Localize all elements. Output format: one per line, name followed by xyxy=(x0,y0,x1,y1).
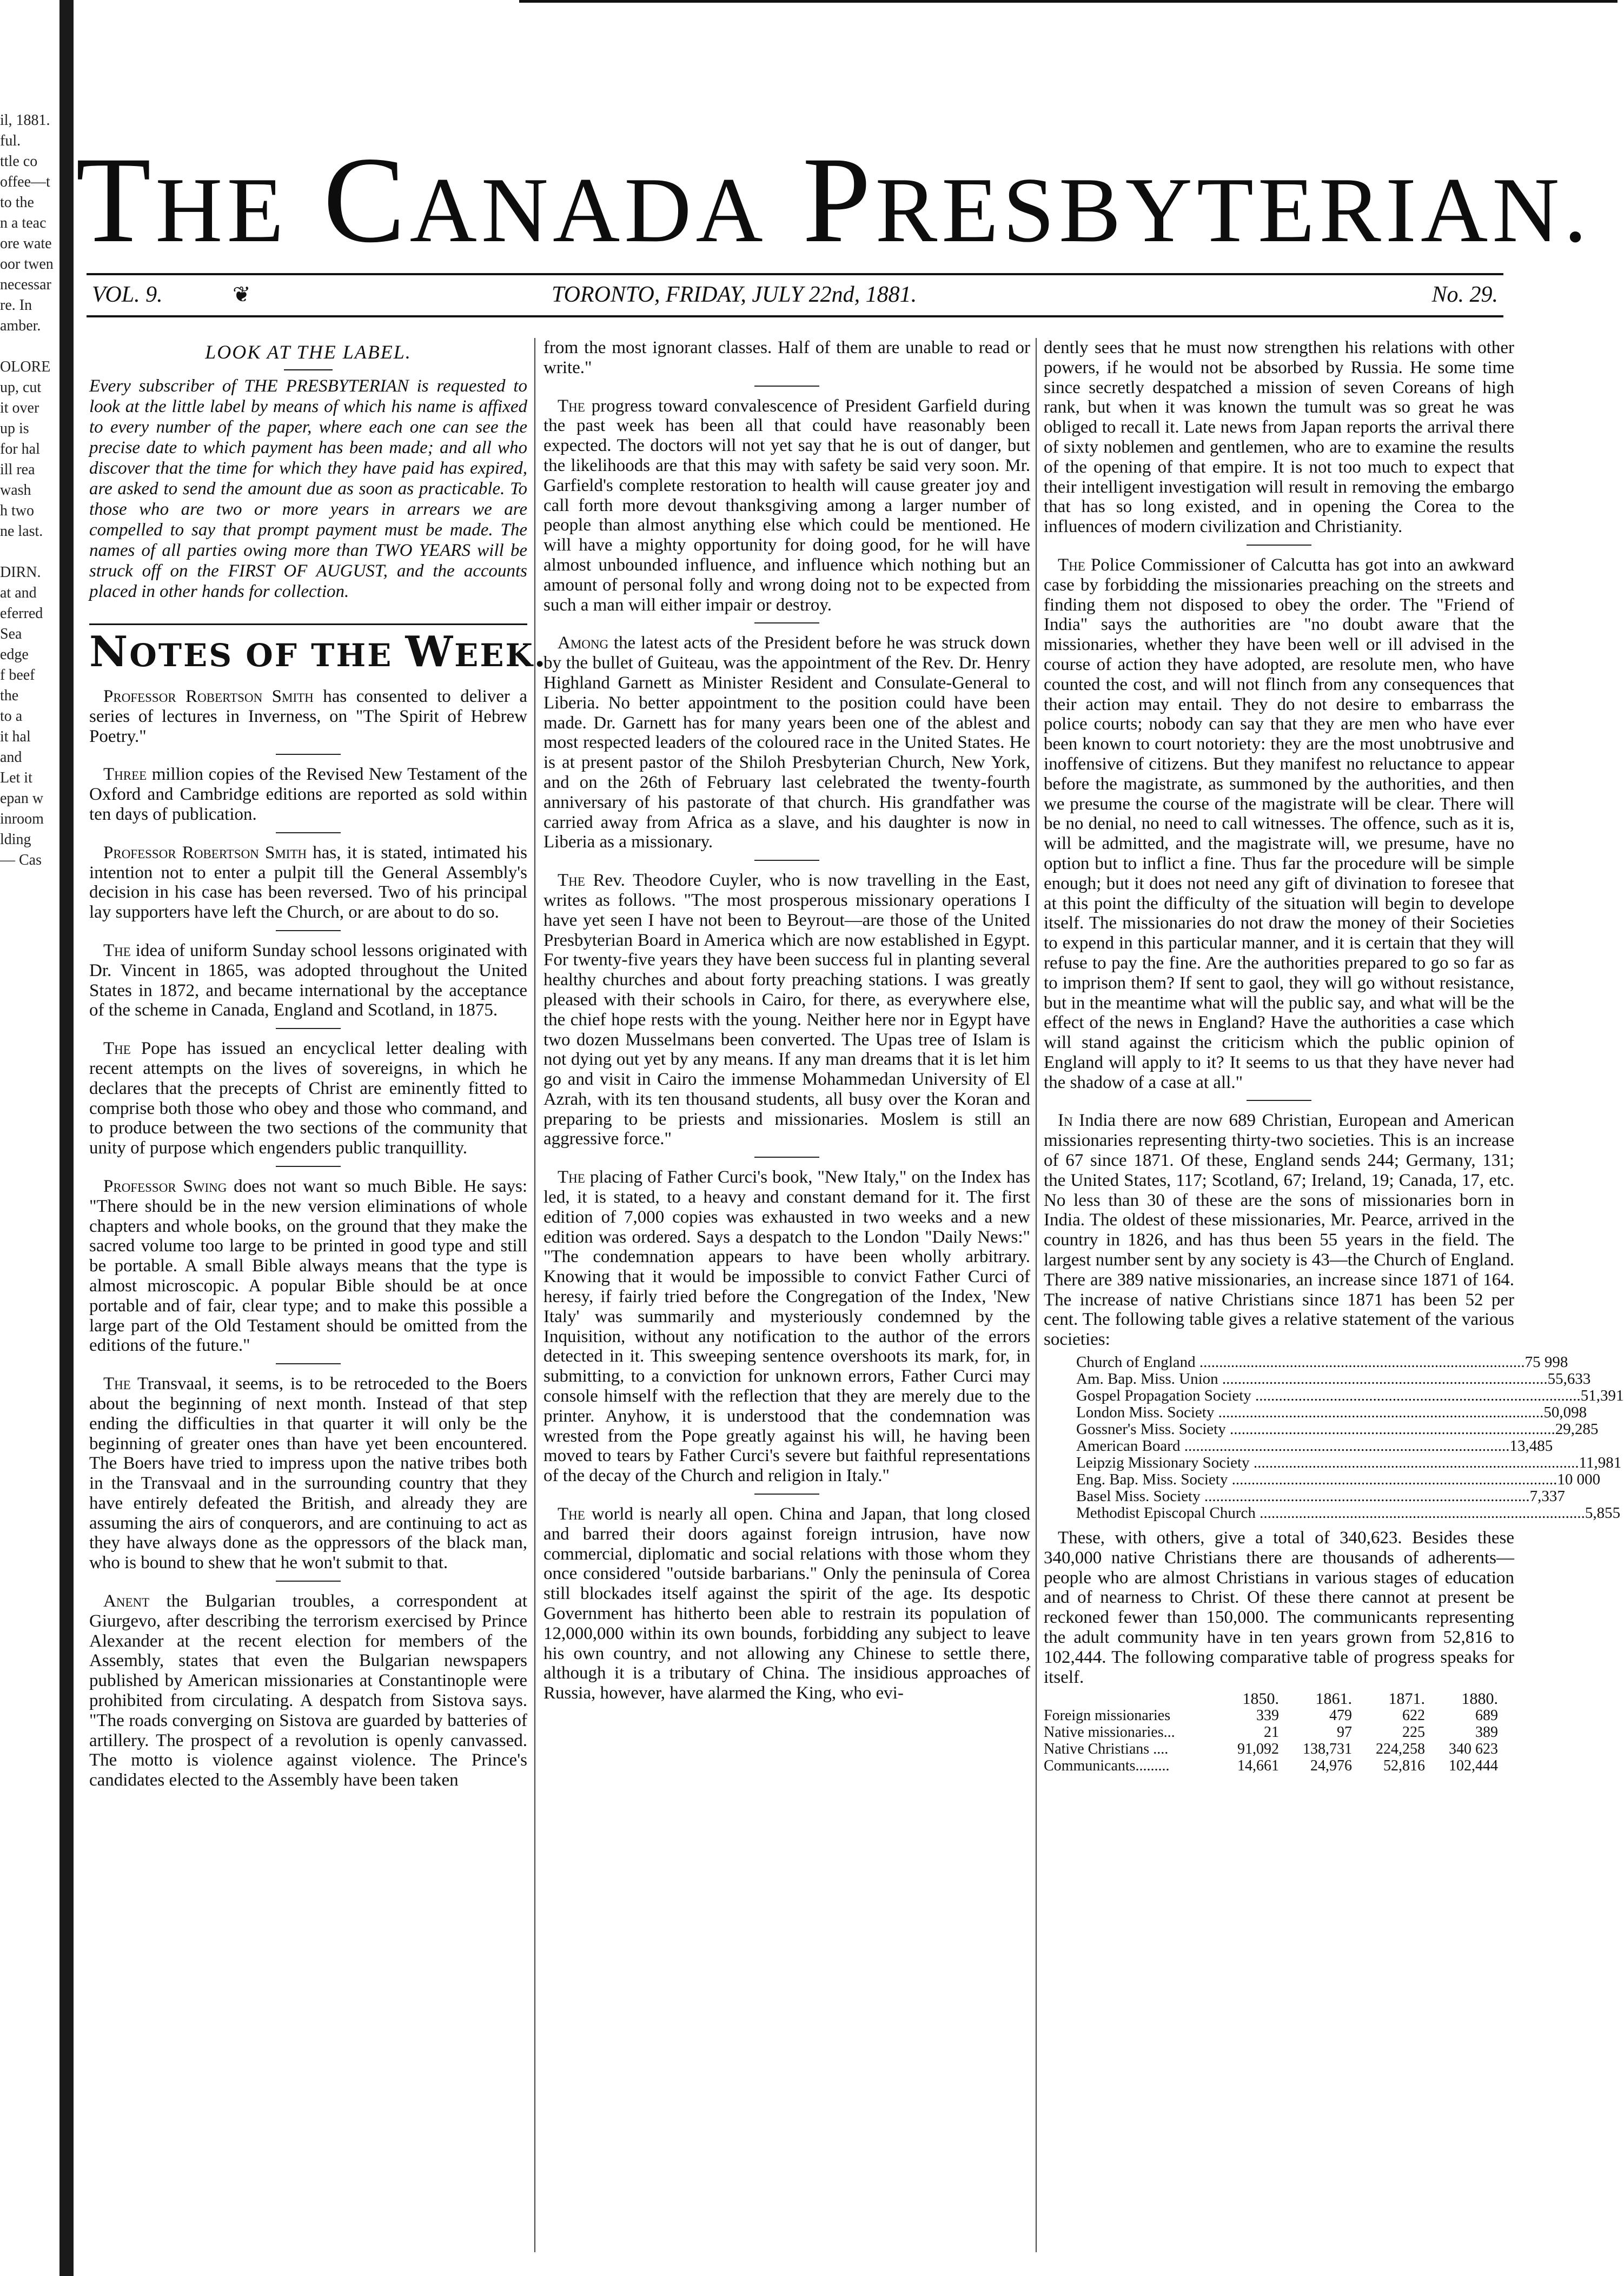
article-text: Pope has issued an encyclical letter dealing with recent attempts on the lives of sovereigns, in which he declares that the precepts of Christ are eminently fitted to comprise both those who obey and those who command, and to produce between the two sections of the community that unity of purpose which engenders public tranquillity. xyxy=(89,1039,527,1158)
article-lead-words: The xyxy=(558,871,585,891)
article-paragraph xyxy=(543,633,1030,852)
binding-fragment: inroom xyxy=(0,811,44,827)
binding-margin xyxy=(0,0,81,2276)
society-name: Am. Bap. Miss. Union ..... xyxy=(1076,1371,1548,1388)
article-separator xyxy=(754,622,819,623)
progress-value: 479 xyxy=(1329,1707,1352,1724)
binding-fragment: up is xyxy=(0,420,29,437)
article-paragraph xyxy=(543,338,1030,378)
article-separator xyxy=(276,832,341,833)
society-name: Gospel Propagation Society ..... xyxy=(1076,1388,1581,1404)
progress-value: 225 xyxy=(1402,1724,1425,1741)
article-separator xyxy=(276,1166,341,1167)
article-text: Police Commissioner of Calcutta has got into an awkward case by forbidding the missionaries preaching on the streets and finding them not disposed to obey the order. The "Friend of India" says the authorities are "no doubt aware that the missionaries, whether they have been well or ill advised in the course of action they have adopted, are resolute men, who have counted the cost, and will not flinch from any consequences that their action may entail. They do not desire to embarrass the police courts; nobody can say that they are men who have ever been known to court notoriety: they are the most unobtrusive and inoffensive of citizens. But they manifest no reluctance to appear before the magistrate, as summoned by the authorities, and then we presume the course of the magistrate will be clear. There will be no denial, no need to call witnesses. The offence, such as it is, will be admitted, and the magistrate will, we presume, have no option but to inflict a fine. Thus far the procedure will be simple enough; but it does not need any gift of divination to foresee that at this point the difficulty of the situation will begin to develope itself. The missionaries do not draw the money of their Societies to expend in this particular manner, and it is certain that they will refuse to pay the fine. Are the authorities prepared to go so far as to imprison them? If sent to gaol, they will go without resistance, but in the meantime what will the public say, and what will be the effect of the news in England? Have the authorities a case which will stand against the criticism which the public opinion of England will apply to it? It seems to us that they have never had the shadow of a case at all." xyxy=(1044,555,1514,1092)
progress-row xyxy=(1044,1707,1514,1724)
article-paragraph xyxy=(1044,338,1514,537)
society-name: Gossner's Miss. Society ..... xyxy=(1076,1421,1555,1438)
society-value: 11,981 xyxy=(1579,1454,1622,1472)
label-notice-body: Every subscriber of THE PRESBYTERIAN is requested to look at the little label by means of which his name is affixed to every number of the paper, where each one can see the precise date to which payment has been made; and all who discover that the time for which they have paid has expired, are asked to send the amount due as soon as practicable. To those who are two or more years in arrears we are compelled to say that prompt payment must be made. The names of all parties owing more than TWO YEARS will be struck off on the FIRST OF AUGUST, and the accounts placed in other hands for collection. xyxy=(89,376,527,601)
article-text: from the most ignorant classes. Half of them are unable to read or write." xyxy=(543,338,1030,377)
column-2-articles xyxy=(543,338,1030,1703)
progress-value: 97 xyxy=(1337,1724,1352,1741)
notes-heading-cap-n: N xyxy=(89,627,130,676)
article-paragraph xyxy=(89,1591,527,1790)
notes-heading-cap-w: W xyxy=(405,627,455,676)
progress-value: 24,976 xyxy=(1310,1757,1352,1775)
article-text: million copies of the Revised New Testament of the Oxford and Cambridge editions are reported as sold within ten days of publication. xyxy=(89,765,527,824)
article-lead-words: Among xyxy=(558,633,609,653)
article-paragraph xyxy=(1044,555,1514,1093)
binding-fragment: h two xyxy=(0,502,34,519)
masthead-word-2-rest: ANADA xyxy=(409,159,767,262)
society-row xyxy=(1044,1353,1568,1371)
binding-fragment: — Cas xyxy=(0,852,42,868)
column-rule-1 xyxy=(534,338,535,2252)
article-text: does not want so much Bible. He says: "There should be in the new version eliminations of whole chapters and whole books, on the ground that they make the sacred volume too large to be printed in good type and still be portable. A small Bible always means that the type is almost microscopic. A popular Bible should be at once portable and of fair, clear type; and to make this possible a large part of the Old Testament should be omitted from the editions of the future." xyxy=(89,1176,528,1356)
notes-heading-part-1: OTES OF THE xyxy=(129,637,406,674)
article-separator xyxy=(1247,1100,1311,1101)
binding-fragment: to a xyxy=(0,708,23,725)
article-paragraph xyxy=(89,1374,527,1573)
progress-value: 102,444 xyxy=(1449,1757,1498,1775)
society-value: 10 000 xyxy=(1557,1471,1601,1489)
article-text: placing of Father Curci's book, "New Italy," on the Index has led, it is stated, to a heavy and constant demand for it. The first edition of 7,000 copies was exhausted in two weeks and a new edition was ordered. Says a despatch to the London "Daily News:" "The condemnation appears to have been wholly arbitrary. Knowing that it would be impossible to convict Father Curci of heresy, if fairly tried before the Congregation of the Index, 'New Italy' was summarily and mysteriously condemned by the Inquisition, without any notification to the author of the errors detected in it. This sweeping sentence overshoots its mark, for, in submitting, to a conviction for unknown errors, Father Curci may console himself with the reflection that they are merely due to the printer. Anyhow, it is understood that the condemnation was wrested from the Pope greatly against his will, he having been moved to tears by Father Curci's severe but faithful representations of the decay of the Church and religion in Italy." xyxy=(543,1167,1030,1486)
binding-fragment: il, 1881. xyxy=(0,112,50,129)
article-paragraph xyxy=(1044,1111,1514,1350)
article-paragraph xyxy=(89,843,527,923)
binding-fragment: lding xyxy=(0,831,31,848)
progress-value: 389 xyxy=(1475,1724,1498,1741)
society-name: Church of England ..... xyxy=(1076,1354,1525,1371)
binding-fragment: oor twen xyxy=(0,256,54,273)
article-lead-words: The xyxy=(558,1504,585,1524)
article-separator xyxy=(276,1581,341,1582)
article-paragraph xyxy=(543,396,1030,615)
society-value: 29,285 xyxy=(1555,1421,1599,1438)
column-2 xyxy=(543,338,1030,2263)
binding-fragment: ful. xyxy=(0,132,21,149)
binding-fragment: f beef xyxy=(0,667,35,684)
binding-fragment: ttle co xyxy=(0,153,38,170)
column-3-articles xyxy=(1044,338,1514,1350)
binding-fragment: wash xyxy=(0,482,31,499)
column-1-articles xyxy=(89,687,527,1790)
progress-table xyxy=(1044,1690,1514,1774)
society-value: 7,337 xyxy=(1529,1488,1565,1505)
progress-value: 224,258 xyxy=(1376,1741,1425,1758)
progress-row xyxy=(1044,1741,1514,1757)
fleuron-icon: ❦ xyxy=(233,282,251,307)
notes-heading-part-2: EEK. xyxy=(454,637,547,674)
society-row xyxy=(1044,1421,1599,1438)
progress-row-label: Foreign missionaries xyxy=(1044,1707,1171,1724)
totals-paragraph: These, with others, give a total of 340,623. Besides these 340,000 native Christians there are thousands of adherents—people who are almost Christians in various stages of education and of nearness to Christ. Of these there cannot at present be reckoned fewer than 150,000. The communicants representing the adult community have in ten years grown from 52,816 to 102,444. The following comparative table of progress speaks for itself. xyxy=(1044,1528,1514,1687)
society-row xyxy=(1044,1471,1601,1489)
progress-value: 138,731 xyxy=(1303,1741,1352,1758)
article-text: India there are now 689 Christian, European and American missionaries representing thirty-two societies. This is an increase of 67 since 1871. Of these, England sends 244; Germany, 131; the United States, 117; Scotland, 67; Ireland, 19; Canada, 17, etc. No less than 30 of these are the sons of missionaries born in India. The oldest of these missionaries, Mr. Pearce, arrived in the country in 1826, and has thus been 55 years in the field. The largest number sent by any society is 43—the Church of England. There are 389 native missionaries, an increase since 1871 of 164. The increase of native Christians since 1871 has been 52 per cent. The following table gives a relative statement of the various societies: xyxy=(1044,1111,1514,1350)
progress-row-label: Communicants......... xyxy=(1044,1757,1170,1775)
binding-fragment: it hal xyxy=(0,728,31,745)
article-text: world is nearly all open. China and Japan, that long closed and barred their doors against foreign intrusion, have now commercial, diplomatic and social relations with those whom they once considered "outside barbarians." Only the peninsula of Corea still blockades itself against the spirit of the age. Its despotic Government has hitherto been able to restrain its population of 12,000,000 within its own bounds, forbidding any subject to leave his own country, and not allowing any Chinese to settle there, although it is a tributary of China. The insidious approaches of Russia, however, have alarmed the King, who evi- xyxy=(543,1504,1030,1703)
masthead-title xyxy=(76,132,1592,268)
society-name: Basel Miss. Society ..... xyxy=(1076,1488,1530,1505)
society-value: 13,485 xyxy=(1509,1437,1553,1455)
article-paragraph xyxy=(543,1504,1030,1703)
binding-fragment: it over xyxy=(0,400,39,416)
article-lead-words: Professor Robertson Smith xyxy=(103,842,307,862)
binding-fragment: Let it xyxy=(0,769,32,786)
society-value: 75 998 xyxy=(1524,1353,1568,1371)
binding-fragment: to the xyxy=(0,194,34,211)
binding-fragment: edge xyxy=(0,646,29,663)
progress-value: 14,661 xyxy=(1237,1757,1279,1775)
article-paragraph xyxy=(543,871,1030,1149)
binding-fragment: epan w xyxy=(0,790,44,807)
binding-fragment: n a teac xyxy=(0,215,47,231)
masthead-word-2-cap: C xyxy=(323,132,410,268)
article-lead-words: Anent xyxy=(103,1591,150,1611)
binding-fragment: and xyxy=(0,749,22,766)
binding-fragment: ne last. xyxy=(0,523,43,540)
progress-row xyxy=(1044,1724,1514,1741)
society-value: 55,633 xyxy=(1547,1370,1591,1388)
article-paragraph xyxy=(89,687,527,746)
masthead-word-3-rest: RESBYTERIAN. xyxy=(875,159,1592,262)
society-value: 51,391 xyxy=(1580,1387,1624,1405)
article-text: the Bulgarian troubles, a correspondent at Giurgevo, after describing the terrorism exercised by Prince Alexander at the recent election for members of the Assembly, states that even the Bulgarian newspapers published by American missionaries at Constantinople were prohibited from circulating. A despatch from Sistova says. "The roads converging on Sistova are guarded by batteries of artillery. The prospect of a revolution is openly canvassed. The motto is violence against violence. The Prince's candidates elected to the Assembly have been taken xyxy=(89,1591,527,1790)
article-paragraph xyxy=(543,1167,1030,1486)
society-name: Eng. Bap. Miss. Society ..... xyxy=(1076,1471,1557,1488)
article-paragraph xyxy=(89,1039,527,1158)
article-lead-words: The xyxy=(558,396,585,416)
article-text: Rev. Theodore Cuyler, who is now travelling in the East, writes as follows. "The most prosperous missionary operations I have yet seen I have not been to Beyrout—are those of the United Presbyterian Board in America which are now established in Egypt. For twenty-five years they have been success ful in planting several healthy churches and about forty preaching stations. I was greatly pleased with their schools in Cairo, for there, as everywhere else, the chief hope rests with the young. Neither here nor in Egypt have two dozen Musselmans been converted. The Upas tree of Islam is not dying out yet by any means. If any man dreams that it is let him go and visit in Cairo the immense Mohammedan University of El Azrah, with its ten thousand students, all busy over the Koran and preparing to be priests and missionaries. Moslem is still an aggressive force." xyxy=(543,871,1030,1149)
column-3 xyxy=(1044,338,1624,2263)
progress-row xyxy=(1044,1757,1514,1774)
article-lead-words: The xyxy=(103,940,131,960)
progress-header-blank xyxy=(1044,1690,1206,1707)
article-separator xyxy=(276,754,341,755)
article-separator xyxy=(1247,545,1311,546)
progress-year: 1871. xyxy=(1388,1690,1425,1708)
article-separator xyxy=(276,1363,341,1364)
progress-value: 340 623 xyxy=(1449,1741,1498,1758)
article-paragraph xyxy=(89,765,527,824)
article-separator xyxy=(754,860,819,861)
label-notice-rule xyxy=(284,369,333,370)
progress-value: 689 xyxy=(1475,1707,1498,1724)
article-text: idea of uniform Sunday school lessons originated with Dr. Vincent in 1865, was adopted throughout the United States in 1872, and became international by the acceptance of the scheme in Canada, England and Scotland, in 1875. xyxy=(89,940,527,1020)
article-lead-words: Three xyxy=(103,765,147,785)
societies-table xyxy=(1044,1353,1624,1522)
issue-date: TORONTO, FRIDAY, JULY 22nd, 1881. xyxy=(552,282,917,307)
progress-row-label: Native Christians .... xyxy=(1044,1741,1169,1758)
progress-header-row xyxy=(1044,1690,1514,1707)
article-paragraph xyxy=(89,1177,527,1356)
progress-row-label: Native missionaries... xyxy=(1044,1724,1175,1741)
progress-value: 21 xyxy=(1264,1724,1279,1741)
binding-fragment: offee—t xyxy=(0,174,50,190)
progress-value: 91,092 xyxy=(1237,1741,1279,1758)
volume-number: VOL. 9. xyxy=(92,282,163,307)
article-text: Transvaal, it seems, is to be retroceded to the Boers about the beginning of next month. Instead of that step ending the difficulties in that quarter it will only be the beginning of greater ones than have yet been encountered. The Boers have tried to impress upon the native tribes both in the Transvaal and in the surrounding country that they have entirely defeated the British, and already they are assuming the airs of conquerors, and are continuing to act as they have always done as the oppressors of the black man, who is bound to shew that he won't submit to that. xyxy=(89,1374,527,1573)
binding-fragment: necessar xyxy=(0,276,51,293)
binding-fragment: eferred xyxy=(0,605,43,622)
article-lead-words: The xyxy=(558,1167,585,1187)
article-lead-words: The xyxy=(1058,555,1085,575)
society-value: 50,098 xyxy=(1543,1404,1587,1422)
society-name: London Miss. Society ..... xyxy=(1076,1404,1543,1421)
binding-fragment: the xyxy=(0,687,19,704)
binding-fragment: DIRN. xyxy=(0,564,41,581)
binding-fragment: ore wate xyxy=(0,235,52,252)
progress-value: 52,816 xyxy=(1383,1757,1425,1775)
column-1 xyxy=(89,338,547,2263)
article-separator xyxy=(754,1494,819,1495)
binding-fragment: re. In xyxy=(0,297,32,314)
society-row xyxy=(1044,1488,1565,1505)
article-text: has consented to deliver a series of lectures in Inverness, on "The Spirit of Hebrew Poetry." xyxy=(89,687,527,746)
article-separator xyxy=(754,1157,819,1158)
label-notice xyxy=(89,338,527,602)
label-notice-title: LOOK AT THE LABEL. xyxy=(205,341,412,363)
society-name: Methodist Episcopal Church ..... xyxy=(1076,1505,1585,1522)
progress-year: 1850. xyxy=(1242,1690,1279,1708)
dateline-top-rule xyxy=(87,273,1503,275)
society-value: 5,855 xyxy=(1585,1504,1621,1522)
article-paragraph xyxy=(89,941,527,1020)
article-lead-words: Professor Robertson Smith xyxy=(103,687,314,706)
binding-shadow xyxy=(59,0,74,2276)
dateline xyxy=(87,273,1503,320)
society-name: Leipzig Missionary Society ..... xyxy=(1076,1455,1579,1471)
dateline-bottom-rule xyxy=(87,315,1503,317)
article-text: the latest acts of the President before he was struck down by the bullet of Guiteau, was the appointment of the Rev. Dr. Henry Highland Garnett as Minister Resident and Consulate-General to Liberia. No better appointment to the position could have been made. Dr. Garnett has for many years been one of the ablest and most respected leaders of the coloured race in the United States. He is at present pastor of the Shiloh Presbyterian Church, New York, and on the 26th of February last celebrated the twenty-fourth anniversary of his pastorate of that church. His grandfather was carried away from Africa as a slave, and his daughter is now in Liberia as a missionary. xyxy=(543,633,1030,852)
masthead-word-1-rest: HE xyxy=(155,159,288,262)
article-separator xyxy=(754,386,819,387)
binding-fragment: up, cut xyxy=(0,379,42,396)
progress-year: 1861. xyxy=(1315,1690,1352,1708)
masthead-word-1-cap: T xyxy=(76,132,156,268)
article-text: has, it is stated, intimated his intention not to enter a pulpit till the General Assembly's decision in his case has been reversed. Two of his principal lay supporters have left the Church, or are about to do so. xyxy=(89,842,527,923)
progress-value: 339 xyxy=(1256,1707,1279,1724)
binding-fragment: Sea xyxy=(0,626,22,642)
top-rule xyxy=(519,0,1618,3)
progress-value: 622 xyxy=(1402,1707,1425,1724)
binding-fragment: OLORE xyxy=(0,359,51,375)
binding-fragment: amber. xyxy=(0,317,41,334)
binding-fragment: ill rea xyxy=(0,461,35,478)
society-row xyxy=(1044,1454,1622,1472)
article-lead-words: Professor Swing xyxy=(103,1176,227,1196)
society-name: American Board ..... xyxy=(1076,1438,1509,1455)
article-lead-words: The xyxy=(103,1039,131,1059)
notes-of-the-week-heading xyxy=(89,623,547,677)
society-row xyxy=(1044,1387,1624,1405)
progress-year: 1880. xyxy=(1461,1690,1498,1708)
society-row xyxy=(1044,1504,1621,1522)
masthead-word-3-cap: P xyxy=(802,132,876,268)
binding-fragment: at and xyxy=(0,585,37,601)
article-text: progress toward convalescence of President Garfield during the past week has been all that could have reasonably been expected. The doctors will not yet say that he is out of danger, but the likelihoods are that this may with safety be said very soon. Mr. Garfield's complete restoration to health will cause greater joy and call forth more devout thanksgiving among a larger number of people than almost anything else which could be mentioned. He will have a mighty opportunity for doing good, for he will have almost unbounded influence, and influence which nothing but an amount of personal folly and wrong doing not to be expected from such a man will either impair or destroy. xyxy=(543,396,1030,615)
article-separator xyxy=(276,930,341,931)
article-lead-words: In xyxy=(1058,1111,1073,1131)
article-text: dently sees that he must now strengthen his relations with other powers, if he would not be absorbed by Russia. He some time since secretly despatched a mission of seven Coreans of high rank, but when it was known the tumult was so great he was obliged to recall it. Late news from Japan reports the arrival there of sixty noblemen and gentlemen, who are to examine the results of the opening of that empire. It is not too much to expect that their intelligent investigation will result in removing the embargo that has so long existed, and in opening the Corea to the influences of modern civilization and Christianity. xyxy=(1044,338,1514,537)
binding-fragment: for hal xyxy=(0,441,40,457)
article-lead-words: The xyxy=(103,1374,131,1394)
society-row xyxy=(1044,1437,1553,1455)
column-rule-2 xyxy=(1036,338,1037,2252)
issue-number: No. 29. xyxy=(1431,282,1498,307)
article-separator xyxy=(276,1028,341,1029)
society-row xyxy=(1044,1370,1591,1388)
society-row xyxy=(1044,1404,1587,1422)
